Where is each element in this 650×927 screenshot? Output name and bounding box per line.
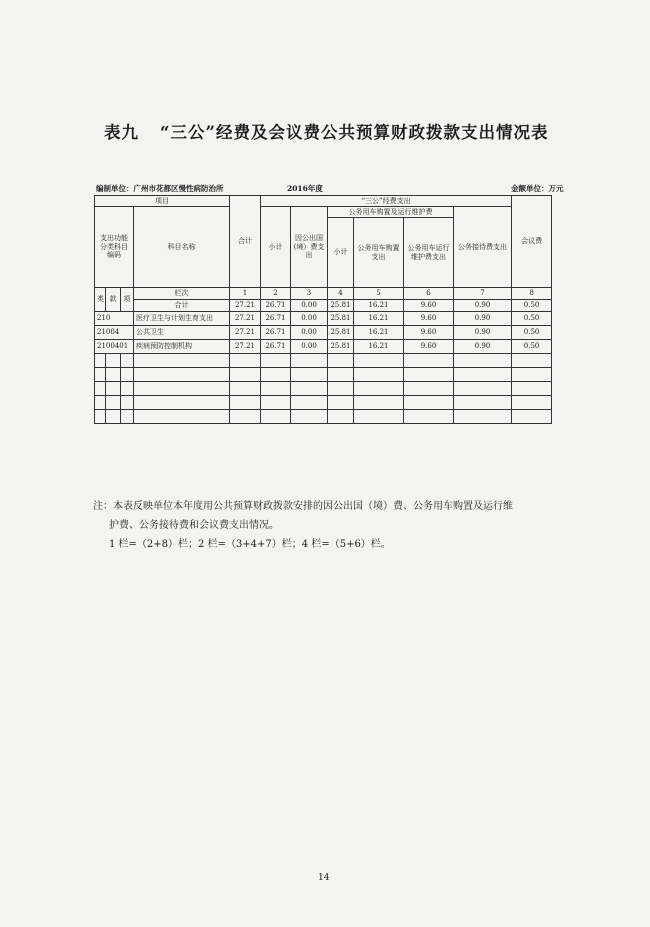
cell: 27.21 — [230, 300, 261, 312]
table-number: 表九 — [104, 123, 139, 142]
col-num: 4 — [328, 288, 354, 300]
table-row — [95, 326, 552, 340]
cell: 26.71 — [261, 300, 291, 312]
fiscal-year: 2016年度 — [287, 184, 323, 193]
cell: 25.81 — [328, 340, 354, 354]
cell: 9.60 — [404, 300, 454, 312]
header-three-public: “三公”经费支出 — [261, 196, 512, 207]
header-subject-name: 科目名称 — [134, 207, 230, 288]
cell: 0.50 — [512, 326, 552, 340]
col-num: 1 — [230, 288, 261, 300]
header-xiang: 项 — [121, 288, 134, 312]
cell: 0.50 — [512, 340, 552, 354]
cell: 0.90 — [454, 312, 512, 326]
header-col-label: 栏次 — [134, 288, 230, 300]
cell: 0.00 — [291, 326, 328, 340]
table-title-text: “三公”经费及会议费公共预算财政拨款支出情况表 — [160, 123, 549, 142]
cell: 9.60 — [404, 326, 454, 340]
row-name: 公共卫生 — [134, 326, 230, 340]
cell: 9.60 — [404, 340, 454, 354]
empty-row — [95, 410, 552, 424]
header-subtotal: 小计 — [261, 207, 291, 288]
cell: 0.00 — [291, 340, 328, 354]
col-num: 2 — [261, 288, 291, 300]
header-abroad: 因公出国(境）费支出 — [291, 207, 328, 288]
row-code: 210 — [95, 312, 134, 326]
compiling-unit: 编制单位：广州市花都区慢性病防治所 — [96, 184, 224, 193]
cell: 16.21 — [354, 312, 404, 326]
cell: 25.81 — [328, 326, 354, 340]
cell: 16.21 — [354, 300, 404, 312]
cell: 0.90 — [454, 300, 512, 312]
table-row — [95, 312, 552, 326]
header-kuan: 款 — [106, 288, 121, 312]
footnote-formula: 1 栏=（2+8）栏；2 栏=（3+4+7）栏；4 栏=（5+6）栏。 — [109, 539, 391, 550]
footnote-line: 注：本表反映单位本年度用公共预算财政拨款安排的因公出国（境）费、公务用车购置及运行维 — [93, 501, 513, 512]
row-code: 21004 — [95, 326, 134, 340]
empty-row — [95, 382, 552, 396]
page-number: 14 — [318, 873, 330, 883]
cell: 25.81 — [328, 300, 354, 312]
col-num: 8 — [512, 288, 552, 300]
empty-row — [95, 354, 552, 368]
row-name: 合计 — [134, 300, 230, 312]
cell: 9.60 — [404, 312, 454, 326]
footnote — [93, 497, 553, 554]
page-title — [104, 119, 548, 143]
cell: 16.21 — [354, 340, 404, 354]
row-code: 2100401 — [95, 340, 134, 354]
cell: 0.00 — [291, 300, 328, 312]
table-row — [95, 340, 552, 354]
header-meeting: 会议费 — [512, 196, 552, 288]
col-num: 7 — [454, 288, 512, 300]
col-num: 3 — [291, 288, 328, 300]
cell: 25.81 — [328, 312, 354, 326]
row-name: 疾病预防控制机构 — [134, 340, 230, 354]
footnote-line: 护费、公务接待费和会议费支出情况。 — [109, 520, 279, 531]
cell: 0.90 — [454, 326, 512, 340]
header-car-purchase: 公务用车购置支出 — [354, 218, 404, 288]
header-func-code: 支出功能分类科目编码 — [95, 207, 134, 288]
cell: 0.00 — [291, 312, 328, 326]
expenditure-table — [94, 195, 552, 424]
header-total: 合计 — [230, 196, 261, 288]
header-car-run: 公务用车运行维护费支出 — [404, 218, 454, 288]
row-name: 医疗卫生与计划生育支出 — [134, 312, 230, 326]
header-lei: 类 — [95, 288, 106, 312]
header-car-group: 公务用车购置及运行维护费 — [328, 207, 454, 218]
empty-row — [95, 368, 552, 382]
cell: 16.21 — [354, 326, 404, 340]
cell: 0.50 — [512, 300, 552, 312]
cell: 0.50 — [512, 312, 552, 326]
cell: 27.21 — [230, 326, 261, 340]
cell: 26.71 — [261, 326, 291, 340]
col-num: 6 — [404, 288, 454, 300]
cell: 26.71 — [261, 312, 291, 326]
header-item: 项目 — [95, 196, 230, 207]
cell: 27.21 — [230, 312, 261, 326]
amount-unit: 金额单位：万元 — [511, 184, 564, 193]
cell: 27.21 — [230, 340, 261, 354]
header-car-subtotal: 小计 — [328, 218, 354, 288]
header-reception: 公务接待费支出 — [454, 207, 512, 288]
cell: 0.90 — [454, 340, 512, 354]
cell: 26.71 — [261, 340, 291, 354]
empty-row — [95, 396, 552, 410]
col-num: 5 — [354, 288, 404, 300]
